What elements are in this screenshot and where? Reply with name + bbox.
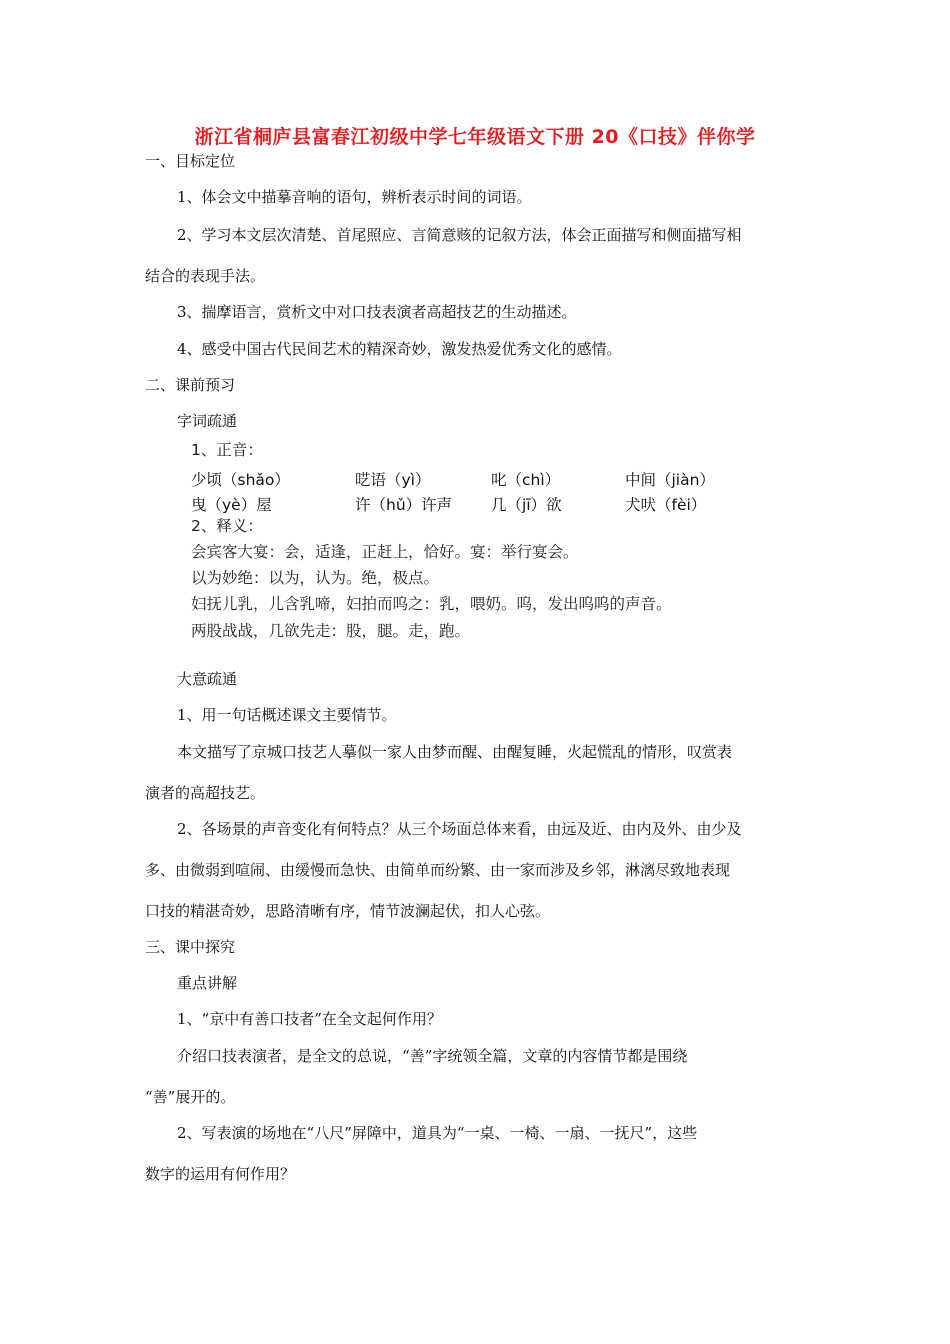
subheading-key-points: 重点讲解: [177, 974, 238, 992]
explore-question-2: 2、写表演的场地在“八尺”屏障中，道具为“一桌、一椅、一扇、一抚尺”，这些: [177, 1124, 698, 1142]
pron-entry: 曳（yè）屋: [191, 496, 272, 514]
definition-item: 以为妙绝：以为，认为。绝，极点。: [191, 569, 440, 587]
summary-question-2: 2、各场景的声音变化有何特点？从三个场面总体来看，由远及近、由内及外、由少及: [177, 820, 742, 838]
pron-entry: 许（hǔ）许声: [355, 496, 453, 514]
summary-answer-2-cont: 口技的精湛奇妙，思路清晰有序，情节波澜起伏，扣人心弦。: [145, 902, 551, 920]
summary-answer-1-cont: 演者的高超技艺。: [145, 784, 266, 802]
pron-entry: 犬吠（fèi）: [625, 496, 707, 514]
section-heading-goals: 一、目标定位: [145, 152, 236, 170]
summary-answer-1: 本文描写了京城口技艺人摹似一家人由梦而醒、由醒复睡，火起慌乱的情形，叹赏表: [177, 743, 733, 761]
pronunciation-row-2: [191, 493, 791, 513]
explore-answer-1: 介绍口技表演者，是全文的总说，“善”字统领全篇，文章的内容情节都是围绕: [177, 1047, 688, 1065]
definition-item: 两股战战，几欲先走：股，腿。走，跑。: [191, 622, 471, 640]
pron-entry: 中间（jiàn）: [625, 471, 715, 489]
explore-question-2-cont: 数字的运用有何作用？: [145, 1165, 296, 1183]
goal-item-4: 4、感受中国古代民间艺术的精深奇妙，激发热爱优秀文化的感情。: [177, 340, 622, 358]
goal-item-2: 2、学习本文层次清楚、首尾照应、言简意赅的记叙方法，体会正面描写和侧面描写相: [177, 226, 742, 244]
definition-item: 妇抚儿乳，儿含乳啼，妇拍而呜之：乳，喂奶。呜，发出呜呜的声音。: [191, 595, 672, 613]
subheading-summary: 大意疏通: [177, 670, 238, 688]
explore-question-1: 1、“京中有善口技者”在全文起何作用？: [177, 1010, 442, 1028]
goal-item-3: 3、揣摩语言，赏析文中对口技表演者高超技艺的生动描述。: [177, 303, 577, 321]
section-heading-explore: 三、课中探究: [145, 938, 236, 956]
section-heading-preview: 二、课前预习: [145, 376, 236, 394]
pron-entry: 叱（chì）: [491, 471, 561, 489]
summary-answer-2: 多、由微弱到喧闹、由缓慢而急快、由简单而纷繁、由一家而涉及乡邻，淋漓尽致地表现: [145, 861, 731, 879]
document-title: 浙江省桐庐县富春江初级中学七年级语文下册 20《口技》伴你学: [194, 126, 756, 148]
definition-heading: 2、释义：: [191, 517, 263, 535]
goal-item-1: 1、体会文中描摹音响的语句，辨析表示时间的词语。: [177, 188, 532, 206]
pronunciation-heading: 1、正音：: [191, 441, 263, 459]
pron-entry: 几（jī）欲: [491, 496, 562, 514]
goal-item-2-cont: 结合的表现手法。: [145, 267, 266, 285]
explore-answer-1-cont: “善”展开的。: [145, 1088, 236, 1106]
pron-entry: 呓语（yì）: [355, 471, 431, 489]
pron-entry: 少顷（shǎo）: [191, 471, 290, 489]
definition-item: 会宾客大宴：会，适逢，正赶上，恰好。宴：举行宴会。: [191, 543, 579, 561]
summary-question-1: 1、用一句话概述课文主要情节。: [177, 706, 397, 724]
subheading-vocab: 字词疏通: [177, 412, 238, 430]
pronunciation-row-1: [191, 468, 791, 488]
